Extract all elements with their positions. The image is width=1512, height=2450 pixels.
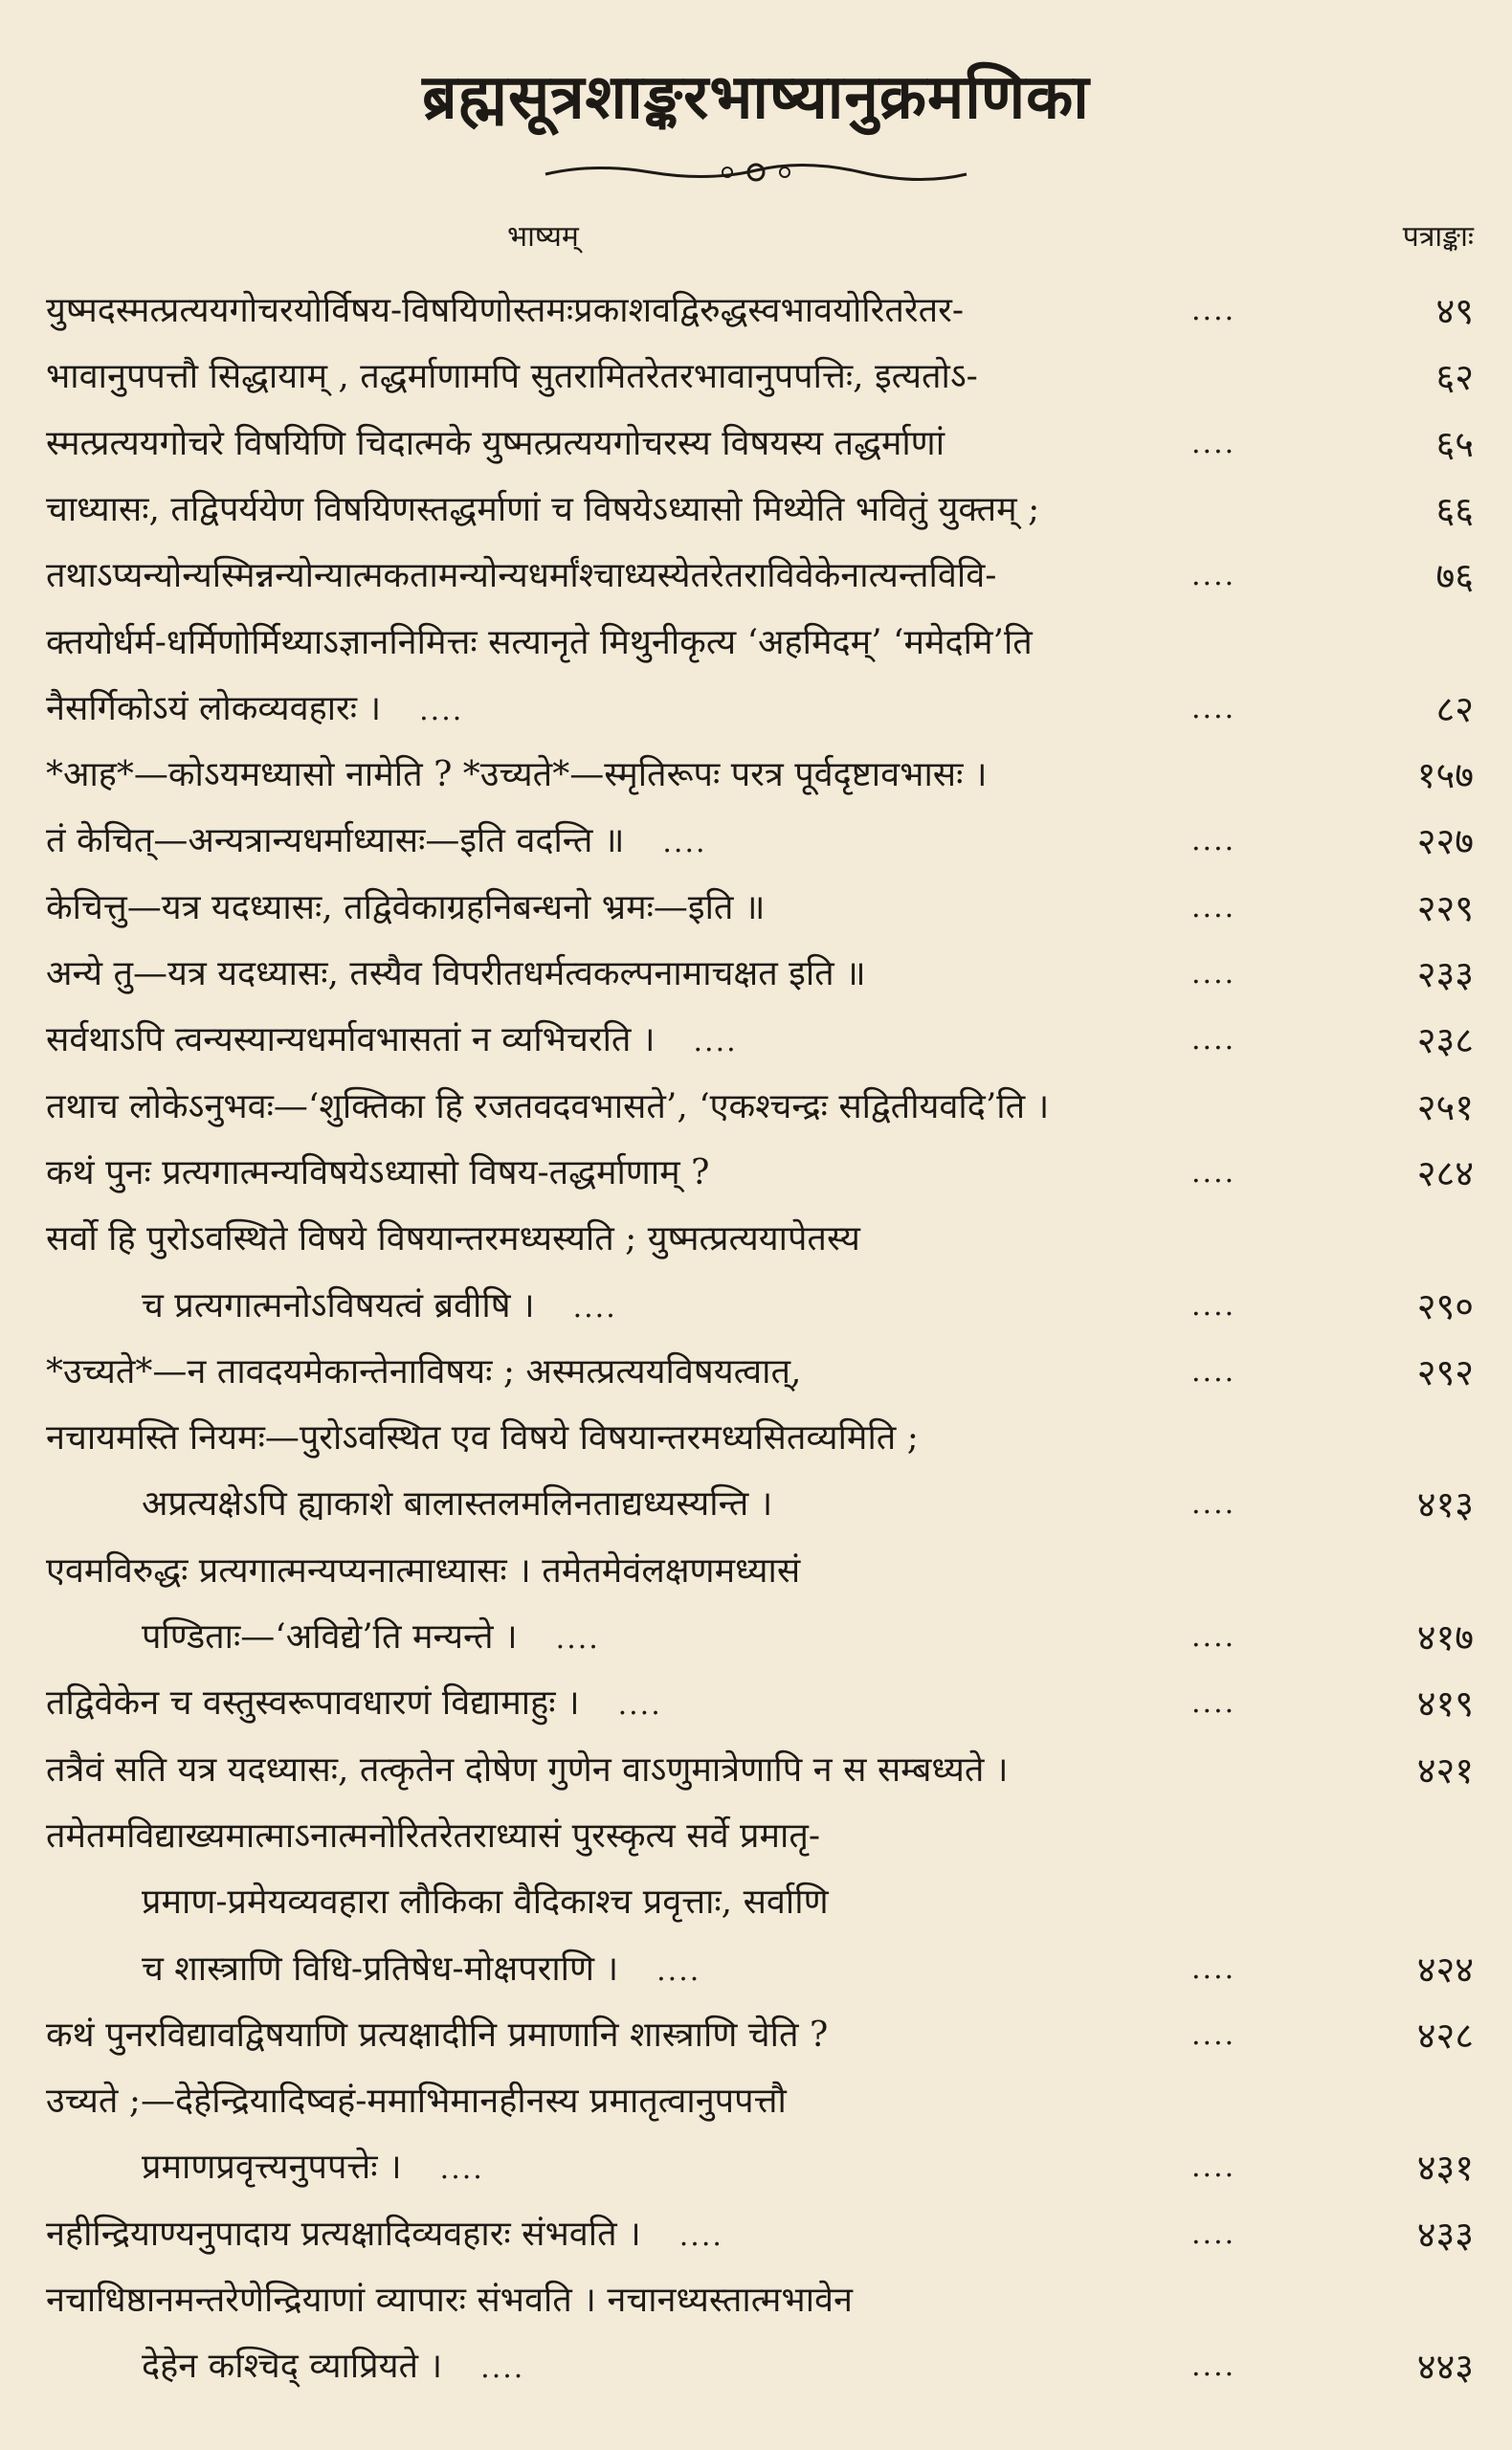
entry-text: *आह*—कोऽयमध्यासो नामेति ? *उच्यते*—स्मृतिरूपः परत्र पूर्वदृष्टावभासः ।: [46, 755, 988, 795]
leader-dots: ....: [1191, 2017, 1236, 2052]
page-number: ४२८: [1416, 2014, 1474, 2057]
list-item: [0, 345, 1512, 409]
leader-dots: ....: [1191, 890, 1236, 924]
page-number: १५७: [1416, 754, 1474, 797]
list-item: [0, 1076, 1512, 1139]
entry-text: च प्रत्यगात्मनोऽविषयत्वं ब्रवीषि । ....: [142, 1285, 617, 1325]
leader-dots: ....: [1191, 1023, 1236, 1058]
leader-dots: ....: [1191, 2150, 1236, 2185]
list-item: [0, 1407, 1512, 1470]
page-number: ४३१: [1416, 2147, 1474, 2190]
leader-dots: ....: [617, 1688, 662, 1723]
list-item: [0, 1540, 1512, 1603]
list-item: [0, 2136, 1512, 2199]
page-number: ८२: [1435, 687, 1474, 730]
entry-text: तमेतमविद्याख्यमात्माऽनात्मनोरितरेतराध्यासं पुरस्कृत्य सर्वे प्रमातृ-: [46, 1815, 821, 1856]
leader-dots: ....: [656, 1953, 701, 1988]
leader-dots: ....: [1191, 957, 1236, 991]
leader-dots: ....: [1191, 691, 1236, 725]
leader-dots: ....: [1191, 559, 1236, 593]
list-item: [0, 279, 1512, 343]
page-number: ६२: [1435, 356, 1474, 399]
entry-text: तथाऽप्यन्योन्यस्मिन्नन्योन्यात्मकतामन्योन्यधर्मांश्चाध्यस्येतरेतराविवेकेनात्यन्तविवि-: [46, 556, 997, 596]
page-number: २८४: [1416, 1151, 1474, 1194]
list-item: [0, 2269, 1512, 2332]
column-header-text: भाष्यम्: [507, 220, 579, 254]
list-item: [0, 1938, 1512, 2001]
entry-text: स्मत्प्रत्ययगोचरे विषयिणि चिदात्मके युष्मत्प्रत्ययगोचरस्य विषयस्य तद्धर्माणां: [46, 423, 945, 463]
entry-text: सर्वो हि पुरोऽवस्थिते विषये विषयान्तरमध्यस्यति ; युष्मत्प्रत्ययापेतस्य: [46, 1219, 860, 1259]
entry-text: तथाच लोकेऽनुभवः—‘शुक्तिका हि रजतवदवभासते’, ‘एकश्चन्द्रः सद्वितीयवदि’ति ।: [46, 1086, 1050, 1126]
page-number: २५१: [1416, 1085, 1474, 1128]
entry-text: प्रमाणप्रवृत्त्यनुपपत्तेः । ....: [142, 2148, 484, 2188]
leader-dots: ....: [1191, 294, 1236, 327]
leader-dots: ....: [1191, 1686, 1236, 1721]
list-item: [0, 1473, 1512, 1536]
entry-text: पण्डिताः—‘अविद्ये’ति मन्यन्ते । ....: [142, 1617, 600, 1657]
list-item: [0, 877, 1512, 940]
entry-text: नैसर्गिकोऽयं लोकव्यवहारः । ....: [46, 688, 464, 728]
leader-dots: ....: [1191, 1288, 1236, 1323]
page-title: ब्रह्मसूत्रशाङ्करभाष्यानुक्रमणिका: [422, 62, 1090, 133]
page-number: ४१७: [1416, 1616, 1474, 1659]
entry-text: क्तयोर्धर्म-धर्मिणोर्मिथ्याऽज्ञाननिमित्तः सत्यानृते मिथुनीकृत्य ‘अहमिदम्’ ‘ममेदमि’ति: [46, 622, 1033, 662]
page-number: २३३: [1416, 953, 1474, 995]
leader-dots: ....: [1191, 1155, 1236, 1190]
entry-text: च शास्त्राणि विधि-प्रतिषेध-मोक्षपराणि । ....: [142, 1949, 701, 1989]
page-number: ४३३: [1416, 2213, 1474, 2256]
list-item: [0, 1606, 1512, 1669]
leader-dots: ....: [678, 2218, 723, 2253]
entry-text: तं केचित्—अन्यत्रान्यधर्माध्यासः—इति वदन्ति ॥ ....: [46, 821, 707, 861]
leader-dots: ....: [1191, 2350, 1236, 2384]
entry-text: अन्ये तु—यत्र यदध्यासः, तस्यैव विपरीतधर्मत्वकल्पनामाचक्षत इति ॥: [46, 954, 866, 993]
list-item: [0, 2070, 1512, 2133]
list-item: [0, 479, 1512, 542]
page-number: ४२१: [1416, 1748, 1474, 1792]
entry-text: प्रमाण-प्रमेयव्यवहारा लौकिका वैदिकाश्च प्रवृत्ताः, सर्वाणि: [142, 1882, 829, 1923]
list-item: [0, 2335, 1512, 2398]
entry-text: एवमविरुद्धः प्रत्यगात्मन्यप्यनात्माध्यासः । तमेतमेवंलक्षणमध्यासं: [46, 1550, 801, 1591]
entry-text: कथं पुनरविद्यावद्विषयाणि प्रत्यक्षादीनि प्रमाणानि शास्त्राणि चेति ?: [46, 2015, 829, 2055]
leader-dots: ....: [1191, 1951, 1236, 1986]
leader-dots: ....: [662, 826, 707, 860]
list-item: [0, 412, 1512, 476]
entry-text: नहीन्द्रियाण्यनुपादाय प्रत्यक्षादिव्यवहारः संभवति । ....: [46, 2214, 723, 2254]
list-item: [0, 1275, 1512, 1338]
leader-dots: ....: [1191, 1487, 1236, 1522]
leader-dots: ....: [480, 2351, 525, 2386]
leader-dots: ....: [1191, 1620, 1236, 1654]
leader-dots: ....: [1191, 824, 1236, 858]
page-number: २९०: [1416, 1284, 1474, 1327]
page-number: ७६: [1435, 555, 1474, 598]
page-number: ४१३: [1416, 1483, 1474, 1526]
leader-dots: ....: [572, 1290, 617, 1325]
list-item: [0, 1805, 1512, 1868]
list-item: [0, 1672, 1512, 1735]
page-number: ४१९: [1416, 1682, 1474, 1726]
entry-text: युष्मदस्मत्प्रत्ययगोचरयोर्विषय-विषयिणोस्तमःप्रकाशवद्विरुद्धस्वभावयोरितरेतर-: [46, 291, 964, 330]
leader-dots: ....: [419, 693, 464, 727]
list-item: [0, 1142, 1512, 1205]
page-number: ६६: [1435, 488, 1474, 531]
list-item: [0, 678, 1512, 741]
page-number: २२७: [1416, 820, 1474, 863]
entry-text: चाध्यासः, तद्विपर्ययेण विषयिणस्तद्धर्माणां च विषयेऽध्यासो मिथ्येति भवितुं युक्तम् ;: [46, 489, 1040, 529]
entry-text: तत्रैवं सति यत्र यदध्यासः, तत्कृतेन दोषेण गुणेन वाऽणुमात्रेणापि न स सम्बध्यते ।: [46, 1749, 1009, 1790]
leader-dots: ....: [1191, 1354, 1236, 1389]
leader-dots: ....: [1191, 2216, 1236, 2251]
leader-dots: ....: [693, 1025, 738, 1059]
page-number: ४४३: [1416, 2346, 1474, 2389]
entry-text: सर्वथाऽपि त्वन्यस्यान्यधर्मावभासतां न व्यभिचरति । ....: [46, 1020, 738, 1060]
list-item: [0, 2004, 1512, 2067]
page-number: ६५: [1435, 422, 1474, 465]
leader-dots: ....: [1191, 426, 1236, 460]
list-item: [0, 2203, 1512, 2266]
page-number: २२९: [1416, 886, 1474, 929]
list-item: [0, 744, 1512, 807]
column-header-page: पत्राङ्काः: [1402, 220, 1474, 254]
list-item: [0, 1871, 1512, 1934]
entry-text: देहेन कश्चिद् व्याप्रियते । ....: [142, 2347, 525, 2387]
entry-text: केचित्तु—यत्र यदध्यासः, तद्विवेकाग्रहनिबन्धनो भ्रमः—इति ॥: [46, 887, 766, 927]
page-number: ४९: [1435, 290, 1474, 332]
entry-text: *उच्यते*—न तावदयमेकान्तेनाविषयः ; अस्मत्प्रत्ययविषयत्वात्,: [46, 1351, 802, 1392]
entry-text: कथं पुनः प्रत्यगात्मन्यविषयेऽध्यासो विषय-तद्धर्माणाम् ?: [46, 1152, 710, 1192]
entry-text: अप्रत्यक्षेऽपि ह्याकाशे बालास्तलमलिनताद्यध्यस्यन्ति ।: [142, 1484, 773, 1525]
list-item: [0, 1208, 1512, 1271]
entry-text: तद्विवेकेन च वस्तुस्वरूपावधारणं विद्यामाहुः । ....: [46, 1683, 662, 1724]
leader-dots: ....: [439, 2152, 484, 2187]
list-item: [0, 1739, 1512, 1802]
list-item: [0, 545, 1512, 608]
list-item: [0, 810, 1512, 873]
list-item: [0, 1009, 1512, 1072]
entry-text: भावानुपपत्तौ सिद्धायाम् , तद्धर्माणामपि सुतरामितरेतरभावानुपपत्तिः, इत्यतोऽ-: [46, 357, 978, 397]
page-number: २३८: [1416, 1019, 1474, 1062]
list-item: [0, 943, 1512, 1006]
entry-text: नचायमस्ति नियमः—पुरोऽवस्थित एव विषये विषयान्तरमध्यसितव्यमिति ;: [46, 1418, 919, 1459]
decorative-flourish-icon: [536, 153, 976, 191]
list-item: [0, 612, 1512, 675]
page-number: २९२: [1416, 1350, 1474, 1393]
page-number: ४२४: [1416, 1948, 1474, 1991]
entry-text: नचाधिष्ठानमन्तरेणेन्द्रियाणां व्यापारः संभवति । नचानध्यस्तात्मभावेन: [46, 2281, 854, 2320]
leader-dots: ....: [555, 1622, 600, 1656]
entry-text: उच्यते ;—देहेन्द्रियादिष्वहं-ममाभिमानहीनस्य प्रमातृत्वानुपपत्तौ: [46, 2082, 787, 2122]
list-item: [0, 1341, 1512, 1404]
